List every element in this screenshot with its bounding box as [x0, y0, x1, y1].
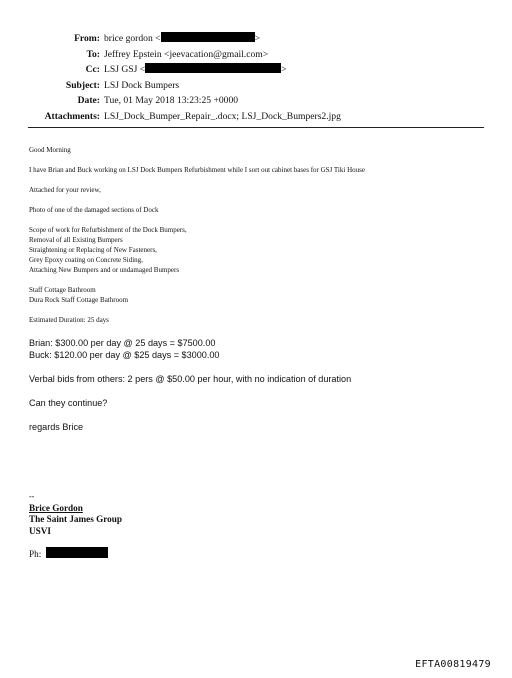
attached-line: Attached for your review, — [29, 186, 101, 194]
signature-block — [29, 491, 122, 537]
from-row — [0, 31, 512, 47]
to-value: Jeffrey Epstein <jeevacation@gmail.com> — [104, 48, 269, 60]
cc-suffix: > — [281, 64, 287, 75]
signature-location: USVI — [29, 525, 51, 536]
redaction-box — [161, 32, 255, 42]
phone-line — [29, 547, 108, 559]
to-label: To: — [86, 48, 100, 60]
bates-number: EFTA00819479 — [415, 659, 491, 670]
date-value: Tue, 01 May 2018 13:23:25 +0000 — [104, 95, 239, 106]
redaction-box — [46, 547, 108, 558]
subject-value: LSJ Dock Bumpers — [104, 79, 180, 91]
question-line: Can they continue? — [29, 398, 108, 408]
attachments-value: LSJ_Dock_Bumper_Repair_.docx; LSJ_Dock_Bumpers2.jpg — [104, 110, 341, 122]
duration-line: Estimated Duration: 25 days — [29, 316, 109, 324]
date-row — [0, 93, 512, 109]
photo-line: Photo of one of the damaged sections of Dock — [29, 206, 159, 214]
bathroom-line: Dura Rock Staff Cottage Bathroom — [29, 296, 129, 304]
cost-line: Brian: $300.00 per day @ 25 days = $7500.00 — [29, 338, 216, 348]
cost-line: Buck: $120.00 per day @ $25 days = $3000.00 — [29, 350, 220, 360]
from-suffix: > — [254, 33, 260, 44]
attachments-label: Attachments: — [44, 110, 100, 122]
cc-name: LSJ GSJ < — [104, 64, 146, 75]
phone-label: Ph: — [29, 549, 42, 559]
bids-line: Verbal bids from others: 2 pers @ $50.00 per hour, with no indication of duration — [29, 374, 352, 384]
bathroom-list — [29, 285, 499, 305]
signature-dash: -- — [29, 492, 35, 501]
scope-line: Grey Epoxy coating on Concrete Siding, — [29, 256, 143, 264]
subject-row — [0, 78, 512, 94]
signature-company: The Saint James Group — [29, 514, 122, 524]
from-label: From: — [74, 33, 100, 44]
date-label: Date: — [77, 95, 100, 106]
attachments-row — [0, 109, 512, 125]
bathroom-line: Staff Cottage Bathroom — [29, 286, 96, 294]
scope-line: Scope of work for Refurbishment of the Dock Bumpers, — [29, 226, 187, 234]
subject-label: Subject: — [65, 79, 100, 91]
from-value — [104, 31, 260, 47]
scope-list — [29, 225, 499, 275]
cc-label: Cc: — [85, 64, 100, 75]
cost-list — [29, 337, 499, 361]
scope-line: Straightening or Replacing of New Fasteners, — [29, 246, 157, 254]
closing-line: regards Brice — [29, 422, 84, 432]
from-name: brice gordon < — [104, 33, 161, 44]
scope-line: Removal of all Existing Bumpers — [29, 236, 123, 244]
scope-line: Attaching New Bumpers and or undamaged Bumpers — [29, 266, 180, 274]
redaction-box — [145, 63, 281, 73]
email-header — [0, 31, 512, 124]
cc-value — [104, 62, 287, 78]
intro-paragraph: I have Brian and Buck working on LSJ Dock Bumpers Refurbishment while I sort out cabinet bases for GSJ Tiki House — [29, 166, 365, 174]
to-row — [0, 47, 512, 63]
signature-name: Brice Gordon — [29, 502, 83, 513]
cc-row — [0, 62, 512, 78]
email-body — [29, 145, 499, 445]
greeting: Good Morning — [29, 146, 71, 154]
header-divider — [28, 127, 484, 128]
